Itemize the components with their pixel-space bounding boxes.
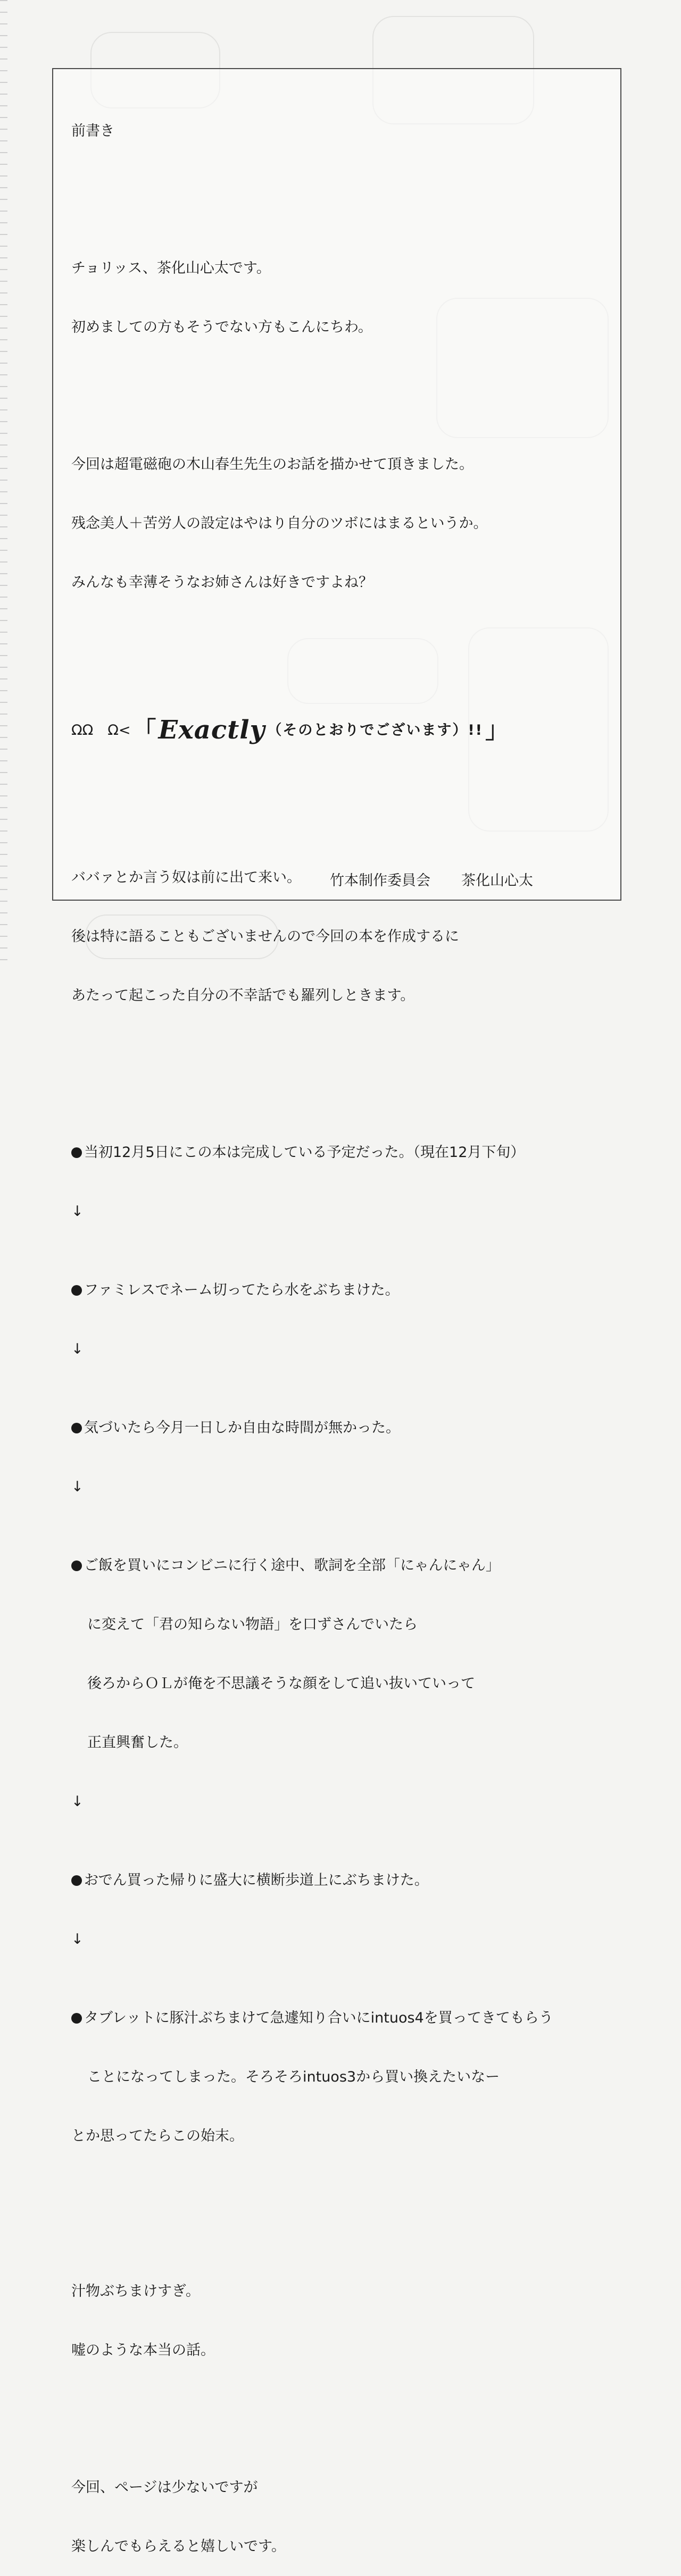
- exactly-translation: （そのとおりでございます）!!: [267, 721, 483, 739]
- paragraph-line: 今回、ページは少ないですが: [71, 2479, 258, 2496]
- event-text: 当初12月5日にこの本は完成している予定だった。（現在12月下旬）: [84, 1144, 525, 1161]
- down-arrow-icon: ↓: [71, 1203, 84, 1220]
- paragraph-line: 嘘のような本当の話。: [71, 2342, 215, 2359]
- down-arrow-icon: ↓: [71, 1793, 84, 1810]
- down-arrow-icon: ↓: [71, 1931, 84, 1948]
- close-quote: 」: [485, 716, 509, 744]
- event-text-continued: 正直興奮した。: [87, 1734, 188, 1751]
- paragraph-line: あたって起こった自分の不幸話でも羅列しときます。: [71, 987, 415, 1004]
- bullet-icon: [71, 1285, 82, 1296]
- event-text-continued: 後ろからＯＬが俺を不思議そうな顔をして追い抜いていって: [87, 1675, 475, 1692]
- event-item: [71, 1870, 609, 1890]
- signature: [330, 869, 533, 890]
- event-text-continued: に変えて「君の知らない物語」を口ずさんでいたら: [87, 1616, 418, 1633]
- circle-name: 竹本制作委員会: [330, 872, 430, 889]
- event-item: [71, 1143, 609, 1162]
- paragraph-line: ババァとか言う奴は前に出て来い。: [71, 869, 301, 886]
- bullet-icon: [71, 1423, 82, 1433]
- down-arrow-icon: ↓: [71, 1479, 84, 1495]
- event-text: ファミレスでネーム切ってたら水をぶちまけた。: [84, 1282, 400, 1298]
- page-binding-edge: [0, 0, 7, 970]
- paragraph-line: 楽しんでもらえると嬉しいです。: [71, 2538, 286, 2555]
- paragraph-line: みんなも幸薄そうなお姉さんは好きですよね？: [71, 574, 373, 591]
- paragraph-line: 汁物ぶちまけすぎ。: [71, 2283, 200, 2300]
- author-name: 茶化山心太: [461, 872, 533, 889]
- event-text-continued: ことになってしまった。そろそろintuos3から買い換えたいなー: [87, 2069, 500, 2085]
- event-item: [71, 1556, 609, 1575]
- bullet-icon: [71, 1147, 82, 1158]
- down-arrow-icon: ↓: [71, 1341, 84, 1357]
- exactly-line: [71, 709, 609, 751]
- paragraph-line: 残念美人＋苦労人の設定はやはり自分のツボにはまるというか。: [71, 515, 488, 532]
- event-item: [71, 1418, 609, 1438]
- exactly-word: Exactly: [158, 715, 265, 745]
- bullet-icon: [71, 2013, 82, 2024]
- event-text: ご飯を買いにコンビニに行く途中、歌詞を全部「にゃんにゃん」: [84, 1557, 500, 1574]
- event-text: おでん買った帰りに盛大に横断歩道上にぶちまけた。: [84, 1872, 429, 1889]
- foreword-text: [71, 82, 609, 2576]
- event-text: タブレットに豚汁ぶちまけて急遽知り合いにintuos4を買ってきてもらう: [84, 2010, 553, 2026]
- paragraph-line: 今回は超電磁砲の木山春生先生のお話を描かせて頂きました。: [71, 456, 474, 473]
- intro-line: 初めましての方もそうでない方もこんにちわ。: [71, 319, 372, 335]
- paragraph-line: 後は特に語ることもございませんので今回の本を作成するに: [71, 928, 459, 945]
- event-item: [71, 2008, 609, 2028]
- intro-line: チョリッス、茶化山心太です。: [71, 260, 271, 276]
- event-text: 気づいたら今月一日しか自由な時間が無かった。: [84, 1420, 400, 1436]
- omega-emoticon: ΩΩ Ω<: [71, 721, 131, 739]
- bullet-icon: [71, 1560, 82, 1571]
- event-item: [71, 1280, 609, 1300]
- event-tail: とか思ってたらこの始末。: [71, 2128, 244, 2144]
- bullet-icon: [71, 1875, 82, 1886]
- open-quote: 「: [132, 716, 156, 744]
- heading: 前書き: [71, 123, 114, 139]
